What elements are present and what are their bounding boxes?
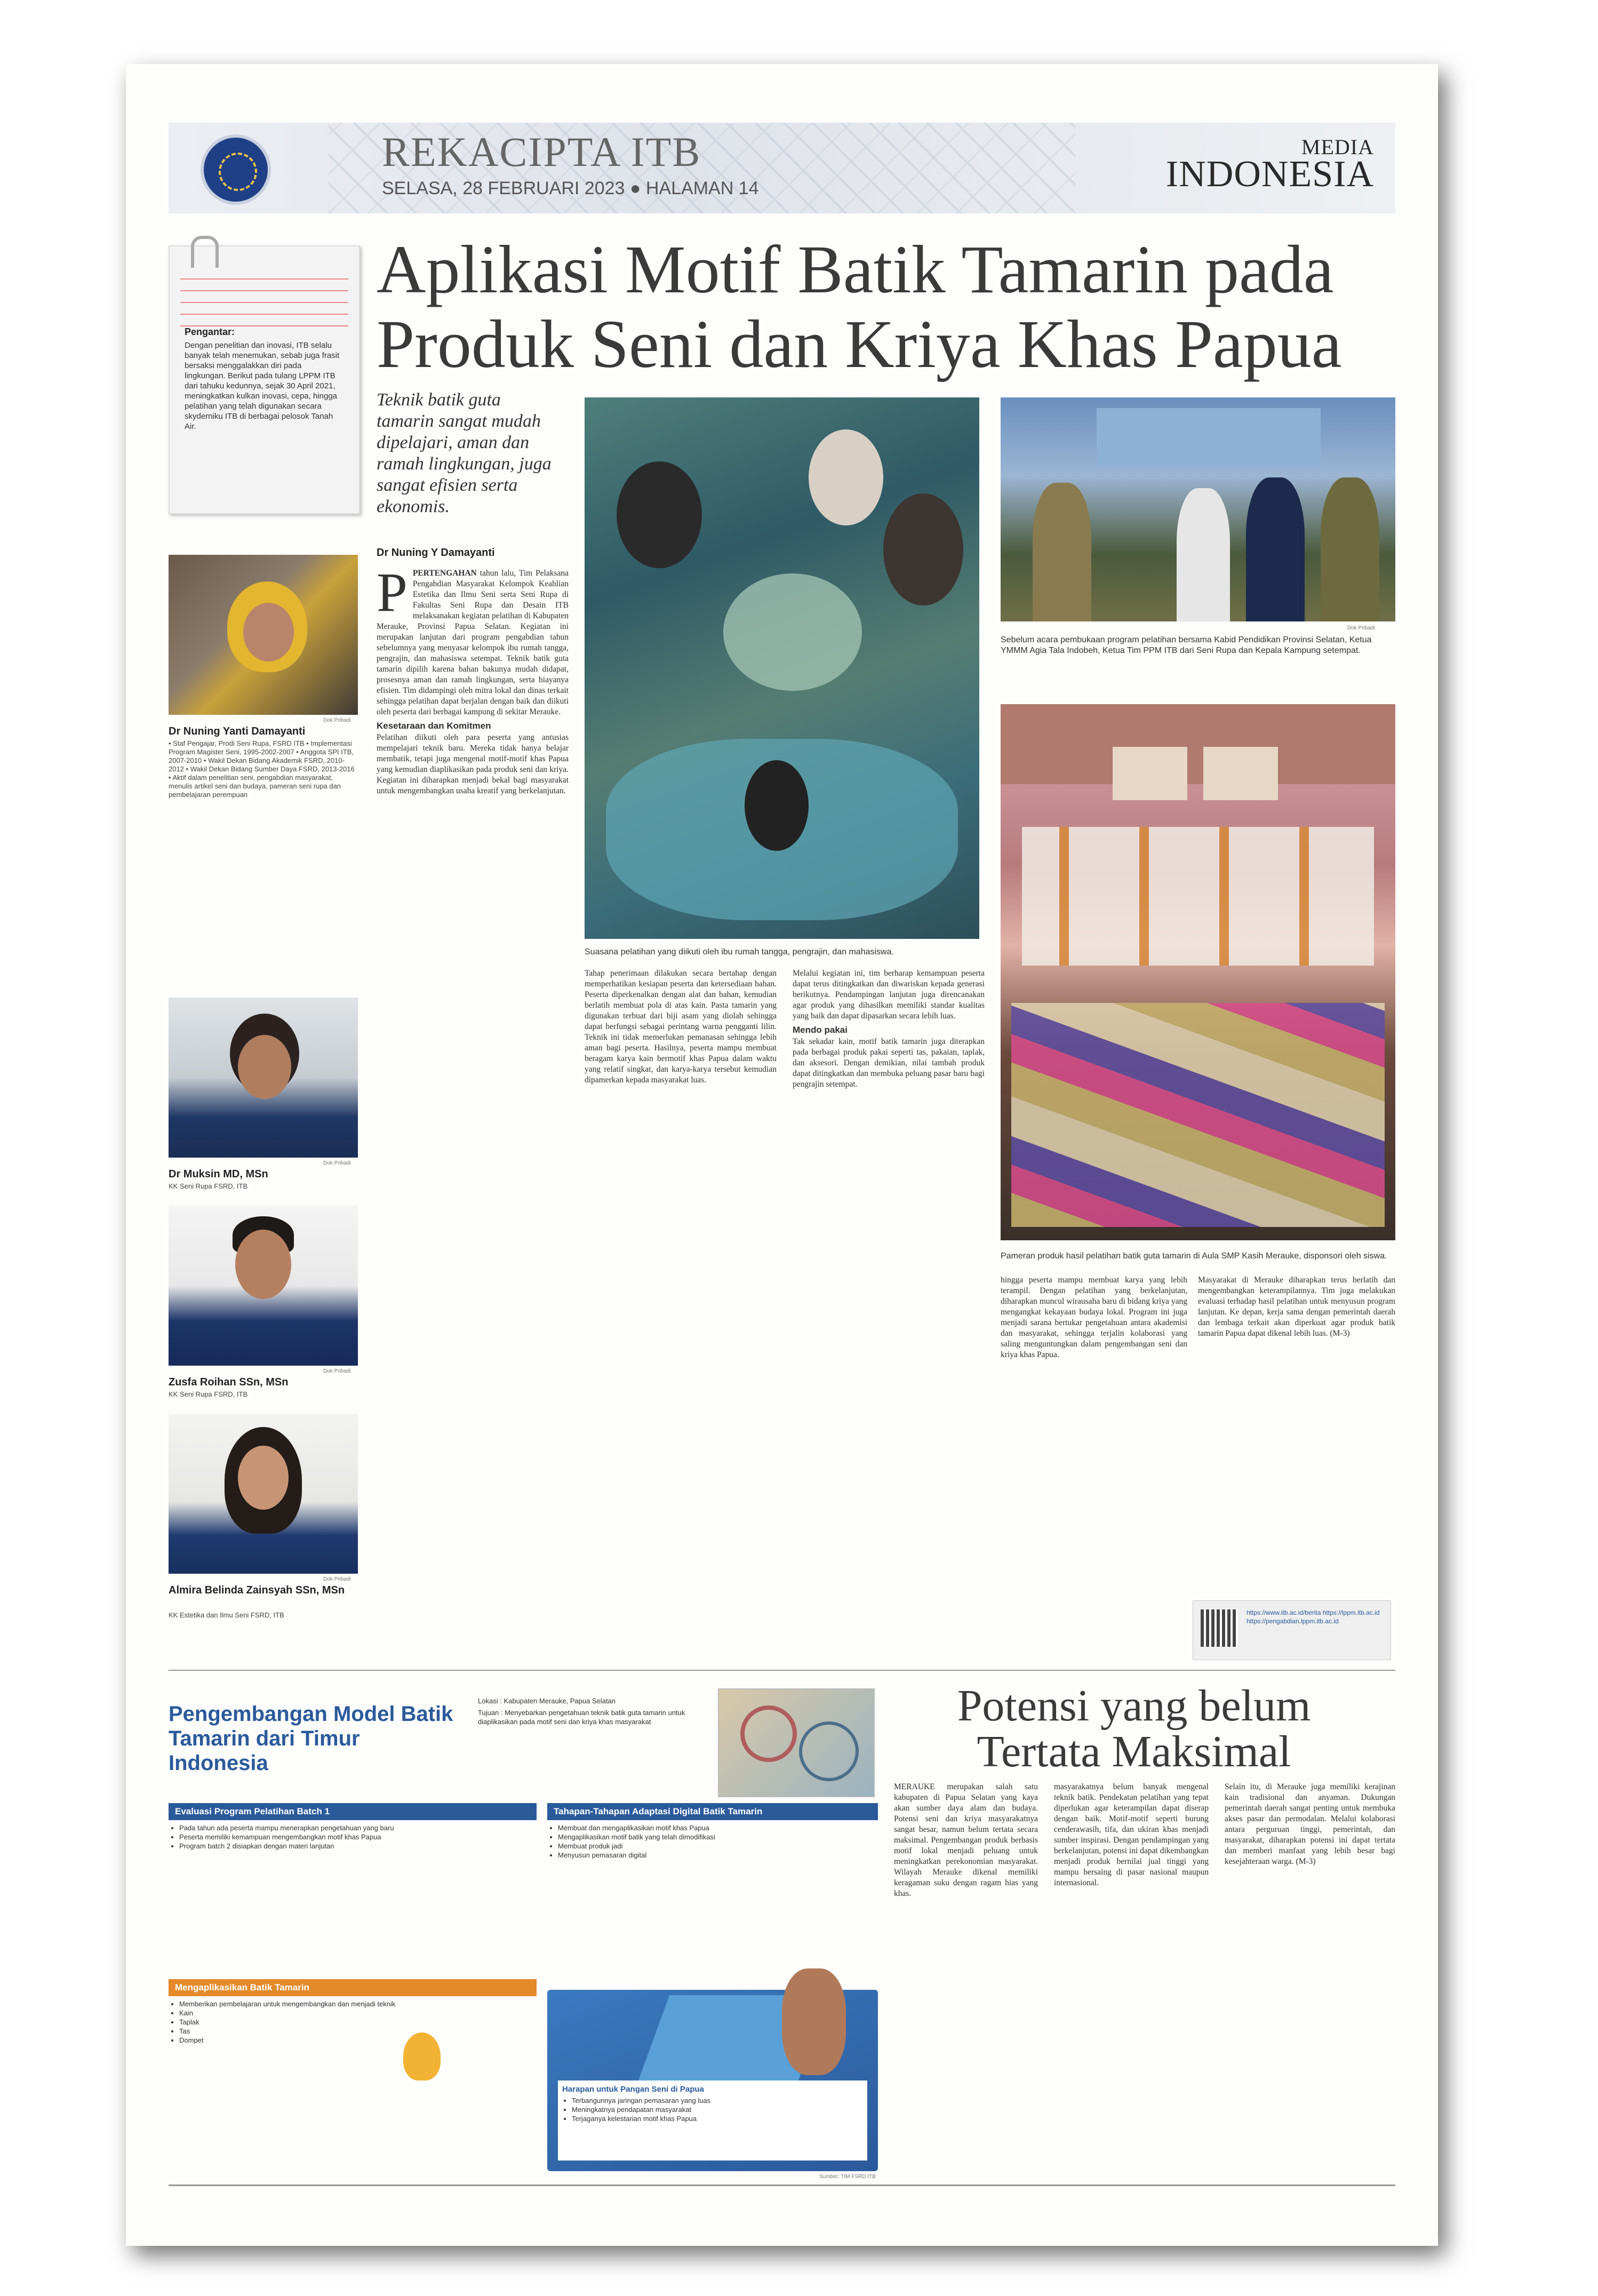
potensi-column-3: Selain itu, di Merauke juga memiliki kerajinan kain tradisional dan anyaman. Dukungan pemerintah daerah sangat penting untuk membuka akses pasar dan permodalan. Melalui kolaborasi antara perguruan tinggi, pemerintah, dan masyarakat, diharapkan potensi ini dapat tertata dan memberi manfaat yang lebih besar bagi kesejahteraan warga. (M-3) xyxy=(1225,1782,1395,1866)
hope-box: Harapan untuk Pangan Seni di Papua • Terbangunnya jaringan pemasaran yang luas • Meningkatnya pendapatan masyarakat • Terjaganya kelestarian motif khas Papua xyxy=(547,1990,878,2171)
photo-credit: Dok Pribadi xyxy=(323,1368,351,1374)
artisan-illustration xyxy=(782,1968,846,2075)
article-column-5: Masyarakat di Merauke diharapkan terus berlatih dan mengembangkan keterampilannya. Tim juga melakukan evaluasi terhadap hasil pelatihan untuk menyusun program lanjutan. Ke depan, kerja sama dengan pemerintah daerah dan lembaga terkait akan diperkuat agar produk batik tamarin Papua dapat dikenal lebih luas. (M-3) xyxy=(1198,1275,1395,1338)
caption-main-photo: Suasana pelatihan yang diikuti oleh ibu rumah tangga, pengrajin, dan mahasiswa. xyxy=(585,947,894,956)
link-box xyxy=(1193,1600,1391,1660)
author-role-4: KK Estetika dan Ilmu Seni FSRD, ITB xyxy=(169,1611,284,1619)
apply-box: Mengaplikasikan Batik Tamarin • Memberikan pembelajaran untuk mengembangkan dan menjadi teknik • Kain • Taplak • Tas • Dompet xyxy=(169,1979,537,2155)
potensi-column-2: masyarakatnya belum banyak mengenal teknik batik. Pendekatan pelatihan yang tepat diperlukan agar keterampilan dapat diserap dengan baik. Motif-motif seperti burung cenderawasih, tifa, dan ukiran khas menjadi sumber inspirasi. Dengan pendampingan yang berkelanjutan, potensi ini dapat dikembangkan menjadi produk bernilai jual tinggi yang mampu bersaing di pasar nasional maupun internasional. xyxy=(1054,1782,1209,1887)
subheading: Kesetaraan dan Komitmen xyxy=(377,721,491,731)
media-indonesia-logo: MEDIA INDONESIA xyxy=(1165,135,1374,195)
author-photo-4 xyxy=(169,1414,358,1574)
bottom-rule xyxy=(169,2185,1395,2186)
drop-cap: P xyxy=(377,568,408,623)
photo-exhibition-students xyxy=(1001,704,1395,1240)
photo-credit: Dok Pribadi xyxy=(1347,625,1375,631)
intro-note-card xyxy=(169,245,360,514)
batik-sample-image xyxy=(718,1688,875,1797)
note-label: Pengantar: xyxy=(185,326,235,337)
author-name-3: Zusfa Roihan SSn, MSn xyxy=(169,1376,289,1388)
lightbulb-icon xyxy=(403,2032,441,2080)
photo-credit: Dok Pribadi xyxy=(323,1160,351,1166)
author-bio-1: • Staf Pengajar, Prodi Seni Rupa, FSRD ITB • Implementasi Program Magister Seni, 1995-2002-2007 • Anggota SPI ITB, 2007-2010 • Wakil Dekan Bidang Akademik FSRD, 2010-2012 • Wakil Dekan Bidang Sumber Daya FSRD, 2013-2016 • Aktif dalam penelitian seni, pengabdian masyarakat, menulis artikel seni dan budaya, pameran seni rupa dan pembelajaran perempuan xyxy=(169,739,355,799)
section-title: REKACIPTA ITB xyxy=(382,129,701,175)
photo-workshop-participants xyxy=(585,397,979,939)
photo-credit: Dok Pribadi xyxy=(323,718,351,723)
article-column-4: hingga peserta mampu membuat karya yang lebih terampil. Dengan pelatihan yang berkelanjutan, diharapkan muncul wirausaha baru di bidang kriya yang mengangkat kekayaan budaya lokal. Program ini juga menjadi sarana bertukar pengetahuan antara akademisi dan masyarakat, sehingga terjalin kolaborasi yang saling menguntungkan dalam pengembangan seni dan kriya khas Papua. xyxy=(1001,1275,1187,1359)
article-deck: Teknik batik guta tamarin sangat mudah dipelajari, aman dan ramah lingkungan, juga sangat efisien serta ekonomis. xyxy=(377,390,552,516)
infographic-credit: Sumber: TIM FSRD ITB xyxy=(819,2174,876,2180)
author-role-2: KK Seni Rupa FSRD, ITB xyxy=(169,1182,248,1190)
photo-credit: Dok Pribadi xyxy=(323,1576,351,1582)
infographic-location: Lokasi : Kabupaten Merauke, Papua Selatan xyxy=(478,1697,616,1705)
author-name-4: Almira Belinda Zainsyah SSn, MSn xyxy=(169,1584,345,1596)
subheading: Mendo pakai xyxy=(793,1025,848,1035)
author-photo-1 xyxy=(169,555,358,715)
potensi-column-1: MERAUKE merupakan salah satu kabupaten di Papua Selatan yang kaya akan sumber daya alam dan budaya. Potensi seni dan kriya masyarakatnya sangat besar, namun belum tertata secara maksimal. Pengembangan produk berbasis motif lokal menjadi peluang untuk meningkatkan perekonomian masyarakat. Wilayah Merauke dikenal memiliki keragaman suku dengan ragam hias yang khas. xyxy=(894,1782,1038,1898)
potensi-title: Potensi yang belum Tertata Maksimal xyxy=(957,1681,1311,1776)
section-divider xyxy=(169,1670,1395,1671)
infographic-title: Pengembangan Model Batik Tamarin dari Timur Indonesia xyxy=(169,1702,453,1775)
byline: Dr Nuning Y Damayanti xyxy=(377,547,495,559)
stages-box: Tahapan-Tahapan Adaptasi Digital Batik Tamarin • Membuat dan mengaplikasikan motif khas Papua • Mengaplikasikan motif batik yang telah dimodifikasi • Membuat produk jadi • Menyusun pemasaran digital xyxy=(547,1803,878,1979)
author-name-2: Dr Muksin MD, MSn xyxy=(169,1168,268,1180)
photo-opening-ceremony xyxy=(1001,397,1395,621)
link-text[interactable]: https://www.itb.ac.id/berita https://lppm.itb.ac.id https://pengabdian.lppm.itb.ac.id xyxy=(1247,1609,1380,1625)
caption-top-right-photo: Sebelum acara pembukaan program pelatihan bersama Kabid Pendidikan Provinsi Selatan, Ketua YMMM Agia Tala Indobeh, Ketua Tim PPM ITB dari Seni Rupa dan Kepala Kampung setempat. xyxy=(1001,635,1372,655)
author-name-1: Dr Nuning Yanti Damayanti xyxy=(169,726,306,737)
author-photo-2 xyxy=(169,998,358,1158)
evaluation-box: Evaluasi Program Pelatihan Batch 1 • Pada tahun ada peserta mampu menerapkan pengetahuan yang baru • Peserta memiliki kemampuan mengembangkan motif khas Papua • Program batch 2 disiapkan dengan materi lanjutan xyxy=(169,1803,537,1963)
article-column-3: Melalui kegiatan ini, tim berharap kemampuan peserta dapat terus ditingkatkan dan diwariskan kepada generasi berikutnya. Pendampingan lanjutan juga direncanakan agar produk yang dihasilkan memiliki standar kualitas yang baik dan dapat dipasarkan secara lebih luas. Mendo pakai Tak sekadar kain, motif batik tamarin juga diterapkan pada berbagai produk pakai seperti tas, pakaian, taplak, dan aksesori. Dengan demikian, nilai tambah produk dapat ditingkatkan dan membuka peluang pasar baru bagi pengrajin setempat. xyxy=(793,969,985,1089)
date-line: SELASA, 28 FEBRUARI 2023 ● HALAMAN 14 xyxy=(382,178,759,198)
article-column-2: Tahap penerimaan dilakukan secara bertahap dengan memperhatikan kesiapan peserta dan ketersediaan bahan. Peserta diperkenalkan dengan alat dan bahan, kemudian berlatih membuat pola di atas kain. Pasta tamarin yang digunakan terbuat dari biji asam yang diolah sehingga dapat berfungsi sebagai perintang warna pengganti lilin. Teknik ini tidak memerlukan pemanasan sehingga lebih aman bagi peserta. Hasilnya, peserta mampu membuat beragam karya kain bermotif khas Papua dalam waktu yang relatif singkat, dan karya-karya tersebut kemudian dipamerkan kepada masyarakat luas. xyxy=(585,969,777,1085)
headline: Aplikasi Motif Batik Tamarin pada Produk Seni dan Kriya Khas Papua xyxy=(377,232,1342,382)
infographic-target: Tujuan : Menyebarkan pengetahuan teknik batik guta tamarin untuk diaplikasikan pada motif seni dan kriya khas masyarakat xyxy=(478,1709,685,1726)
note-text: Dengan penelitian dan inovasi, ITB selalu banyak telah menemukan, sebab juga frasit bersaksi menggalakkan diri pada lingkungan. Berikut pada tulang LPPM ITB dari tahuku kedunnya, sejak 30 April 2021, meningkatkan kulkan inovasi, cepa, hingga pelatihan yang telah digunakan secara skyderniku ITB di berbagai pelosok Tanah Air. xyxy=(185,341,340,431)
caption-exhibition-photo: Pameran produk hasil pelatihan batik guta tamarin di Aula SMP Kasih Merauke, disponsori oleh siswa. xyxy=(1001,1251,1387,1261)
article-column-1: P PERTENGAHAN tahun lalu, Tim Pelaksana Pengabdian Masyarakat Kelompok Keahlian Estetika dan Ilmu Seni serta Seni Rupa di Fakultas Seni Rupa dan Desain ITB melaksanakan kegiatan pelatihan di Kabupaten Merauke, Provinsi Papua Selatan. Kegiatan ini merupakan lanjutan dari program pengabdian tahun sebelumnya yang menyasar kelompok ibu rumah tangga, pengrajin, dan mahasiswa setempat. Teknik batik guta tamarin dipilih karena bahan bakunya mudah didapat, prosesnya aman dan ramah lingkungan, serta biayanya efisien. Tim didampingi oleh mitra lokal dan dinas terkait sehingga pelatihan dapat berjalan dengan baik dan diikuti oleh peserta dari berbagai kampung di sekitar Merauke. Kesetaraan dan Komitmen Pelatihan diikuti oleh para peserta yang antusias mempelajari teknik baru. Mereka tidak hanya belajar membatik, tetapi juga mengenal motif-motif khas Papua yang kemudian diaplikasikan pada produk seni dan kriya. Kegiatan ini diharapkan menjadi bekal bagi masyarakat untuk mengembangkan usaha kreatif yang berkelanjutan. xyxy=(377,568,569,795)
masthead xyxy=(169,123,1395,213)
qr-code-icon xyxy=(1201,1609,1238,1647)
author-photo-3 xyxy=(169,1206,358,1366)
author-role-3: KK Seni Rupa FSRD, ITB xyxy=(169,1390,248,1398)
itb-logo-icon xyxy=(201,134,271,205)
newspaper-page xyxy=(126,64,1438,2246)
